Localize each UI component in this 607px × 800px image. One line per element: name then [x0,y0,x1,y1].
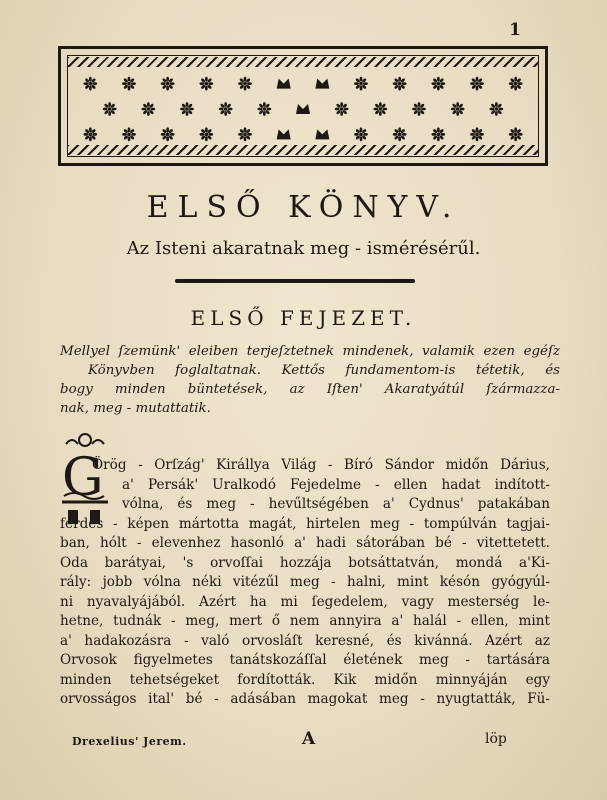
rosette-motif [161,127,175,141]
book-subtitle: Az Isteni akaratnak meg - ismérésérűl. [126,238,481,259]
rosette-motif [257,102,271,116]
body-line: a' Persák' Uralkodó Fejedelme - ellen hadat indított- [122,476,550,493]
headpiece-ornament [58,46,548,166]
crown-motif [315,129,329,139]
rosette-motif [219,102,233,116]
rosette-motif [489,102,503,116]
page-number: 1 [509,20,521,40]
rosette-motif [412,102,426,116]
body-line: Orvosok figyelmetes tanátskozáſſal életének meg - tartására [60,652,550,668]
rosette-motif [509,127,523,141]
chapter-summary [60,342,560,418]
book-title: ELSŐ KÖNYV. [146,190,461,225]
rosette-motif [354,127,368,141]
body-line: vólna, és meg - hevűltségében a' Cydnus' patakában [122,496,550,512]
rosette-motif [470,77,484,91]
body-line: hetne, tudnák - meg, mert ő nem annyira a' halál - ellen, mint [60,613,550,629]
rosette-pattern [71,71,535,147]
catchword: löp [485,731,507,747]
crown-motif [296,104,310,114]
body-line: ferdés - képen mártotta magát, hirtelen meg - tompúlván tagjai- [60,515,550,532]
rosette-motif [431,127,445,141]
rosette-motif [180,102,194,116]
rosette-motif [451,102,465,116]
rosette-motif [141,102,155,116]
crown-motif [277,79,291,89]
body-line: a' hadakozásra - való orvosláſt keresné, és kivánná. Azért az [60,632,550,649]
summary-line: Könyvben foglaltatnak. Kettős fundamentom-is tétetik, és [88,363,560,378]
printer-signature: Drexelius' Jerem. [72,735,187,748]
ornament-band-top [67,57,539,67]
body-line: orvosságos ital' bé - adásában magokat meg - nyugtatták, Fü- [60,691,550,707]
body-line: ni nyavalyájából. Azért ha mi ſegedelem, vagy mesterség le- [60,593,550,610]
crown-motif [315,79,329,89]
crown-motif [277,129,291,139]
rosette-motif [199,127,213,141]
rosette-motif [335,102,349,116]
body-line: minden tehetségeket fordították. Kik midőn minnyáján egy [60,671,550,688]
rosette-motif [103,102,117,116]
rosette-motif [238,77,252,91]
rosette-motif [83,77,97,91]
body-text [60,456,550,710]
rosette-motif [122,127,136,141]
body-line: ban, hólt - elevenhez hasonló a' hadi sátorában bé - vitettetett. [60,535,550,551]
rosette-motif [393,127,407,141]
rosette-motif [161,77,175,91]
body-line: Örög - Orſzág' Királlya Világ - Bíró Sándor midőn Dárius, [92,457,550,473]
rosette-motif [122,77,136,91]
summary-line: Mellyel ſzemünk' eleiben terjeſztetnek mindenek, valamik ezen egéſz [60,344,560,359]
rosette-motif [393,77,407,91]
rosette-motif [431,77,445,91]
rosette-motif [354,77,368,91]
signature-mark: A [302,729,316,749]
dropcap-letter: G [62,448,104,508]
rosette-motif [470,127,484,141]
body-line: rály: jobb vólna néki vitézűl meg - halni, mint késón gyógyúl- [60,574,550,590]
summary-line: nak, meg - mutattatik. [60,401,211,416]
rosette-motif [238,127,252,141]
rosette-motif [199,77,213,91]
rosette-motif [509,77,523,91]
rosette-motif [83,127,97,141]
chapter-title: ELSŐ FEJEZET. [190,306,417,330]
summary-line: bogy minden büntetések, az Iſten' Akaratyátúl ſzármazza- [60,382,560,397]
body-line: Oda barátyai, 's orvoſſai hozzája botsáttatván, mondá a'Ki- [60,554,550,571]
heading-rule [175,279,415,283]
rosette-motif [373,102,387,116]
